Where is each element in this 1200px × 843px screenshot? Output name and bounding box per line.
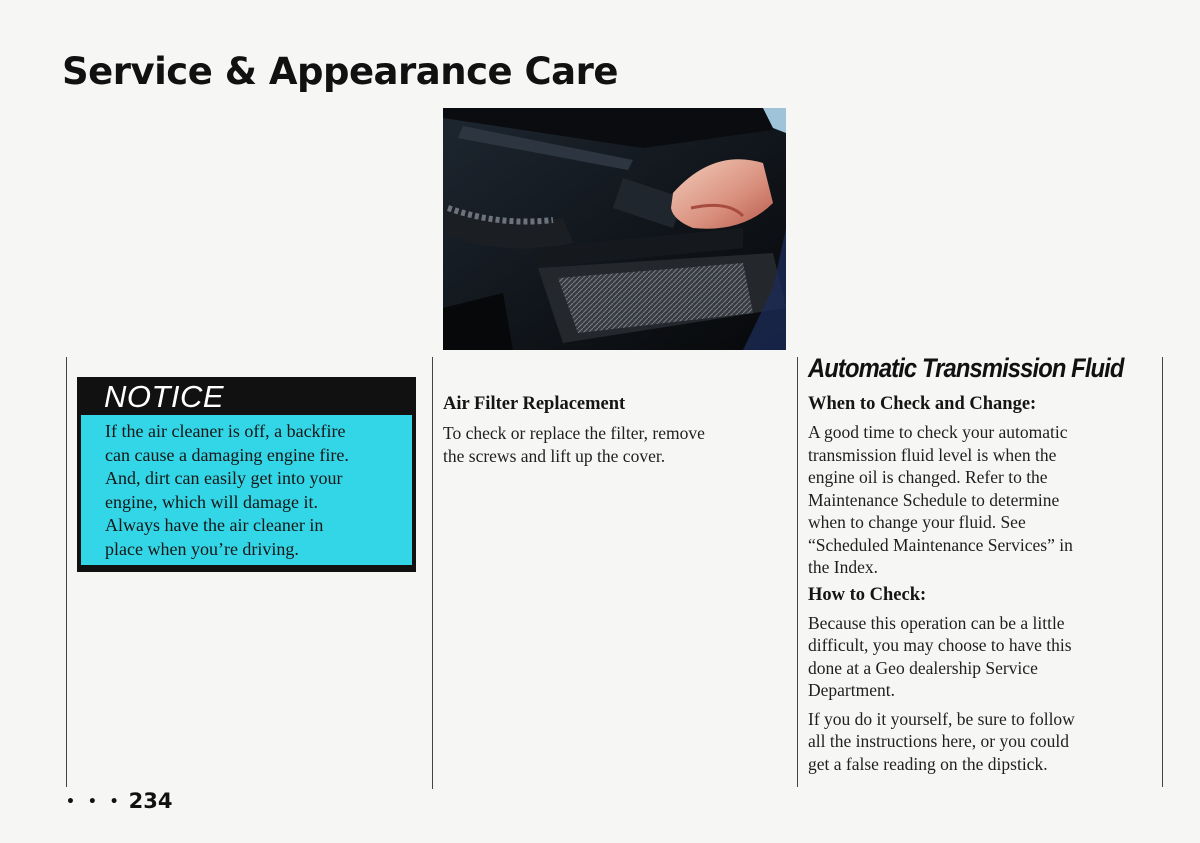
text-line: the screws and lift up the cover. [443, 445, 666, 466]
page-title: Service & Appearance Care [62, 50, 618, 93]
text-line: Maintenance Schedule to determine [808, 489, 1060, 510]
page-number-dots: • • • [66, 794, 123, 810]
notice-line: can cause a damaging engine fire. [105, 444, 349, 465]
engine-bay-illustration [443, 108, 786, 350]
text-line: “Scheduled Maintenance Services” in [808, 534, 1073, 555]
notice-body [81, 415, 412, 565]
notice-line: And, dirt can easily get into your [105, 468, 343, 489]
text-line: engine oil is changed. Refer to the [808, 467, 1048, 487]
transmission-section [808, 394, 1158, 775]
do-it-yourself-text [808, 708, 1158, 776]
text-line: difficult, you may choose to have this [808, 635, 1072, 655]
notice-line: If the air cleaner is off, a backfire [105, 421, 346, 441]
text-line: To check or replace the filter, remove [443, 423, 705, 443]
page-number [66, 789, 172, 813]
text-line: Because this operation can be a little [808, 612, 1065, 633]
text-line: If you do it yourself, be sure to follow [808, 708, 1075, 729]
text-line: transmission fluid level is when the [808, 444, 1057, 465]
text-line: when to change your fluid. See [808, 512, 1026, 532]
notice-line: Always have the air cleaner in [105, 515, 324, 536]
air-filter-heading: Air Filter Replacement [443, 394, 626, 414]
how-to-check-heading: How to Check: [808, 584, 927, 605]
column-divider-2 [432, 357, 433, 789]
when-to-check-text [808, 421, 1158, 579]
text-line: all the instructions here, or you could [808, 731, 1069, 751]
air-filter-text [443, 422, 783, 467]
page-number-value: 234 [128, 789, 173, 813]
how-to-check-text [808, 612, 1158, 702]
column-divider-4 [1162, 357, 1163, 787]
when-to-check-heading: When to Check and Change: [808, 394, 1037, 414]
notice-heading: NOTICE [104, 379, 225, 414]
text-line: the Index. [808, 557, 878, 577]
text-line: A good time to check your automatic [808, 422, 1068, 442]
text-line: done at a Geo dealership Service [808, 657, 1038, 678]
transmission-title: Automatic Transmission Fluid [808, 353, 1124, 383]
text-line: Department. [808, 680, 895, 700]
notice-line: engine, which will damage it. [105, 491, 318, 512]
air-filter-section [443, 394, 783, 467]
notice-box [77, 377, 416, 572]
column-divider-1 [66, 357, 67, 787]
notice-line: place when you’re driving. [105, 538, 299, 559]
air-filter-photo [443, 108, 786, 350]
text-line: get a false reading on the dipstick. [808, 753, 1048, 774]
column-divider-3 [797, 357, 798, 787]
